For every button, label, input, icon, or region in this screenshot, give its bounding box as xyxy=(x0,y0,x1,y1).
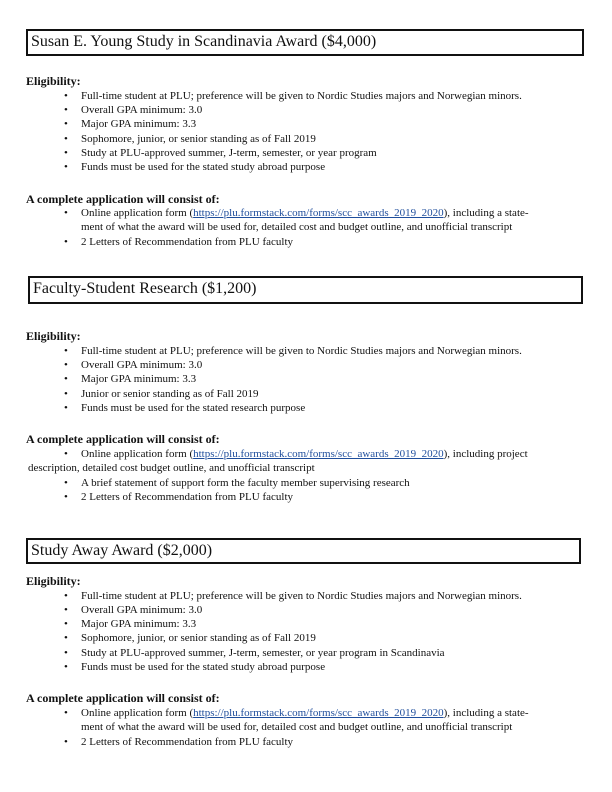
section-title: Study Away Award ($2,000) xyxy=(31,542,213,559)
application-text: Online application form ( xyxy=(81,707,194,719)
eligibility-item: Full-time student at PLU; preference will be given to Nordic Studies majors and Norwegian minors. xyxy=(81,345,522,357)
application-text: ), including a state- xyxy=(443,207,529,219)
application-text: Online application form ( xyxy=(81,207,194,219)
eligibility-item: Overall GPA minimum: 3.0 xyxy=(81,359,203,371)
section-title: Susan E. Young Study in Scandinavia Award ($4,000) xyxy=(31,33,377,50)
application-item-continued: ment of what the award will be used for, detailed cost and budget outline, and unofficial transcript xyxy=(81,221,513,233)
bullet-icon: • xyxy=(64,133,68,145)
eligibility-item: Junior or senior standing as of Fall 2019 xyxy=(81,388,259,400)
bullet-icon: • xyxy=(64,147,68,159)
application-text: ), including project xyxy=(443,448,528,460)
bullet-icon: • xyxy=(64,647,68,659)
application-text: Online application form ( xyxy=(81,448,194,460)
bullet-icon: • xyxy=(64,388,68,400)
bullet-icon: • xyxy=(64,448,68,460)
bullet-icon: • xyxy=(64,373,68,385)
application-item: 2 Letters of Recommendation from PLU faculty xyxy=(81,736,293,748)
bullet-icon: • xyxy=(64,661,68,673)
application-text: ), including a state- xyxy=(443,707,529,719)
section-title-box xyxy=(26,29,584,56)
bullet-icon: • xyxy=(64,118,68,130)
eligibility-item: Funds must be used for the stated study abroad purpose xyxy=(81,661,326,673)
bullet-icon: • xyxy=(64,632,68,644)
bullet-icon: • xyxy=(64,618,68,630)
bullet-icon: • xyxy=(64,104,68,116)
bullet-icon: • xyxy=(64,491,68,503)
bullet-icon: • xyxy=(64,707,68,719)
eligibility-item: Overall GPA minimum: 3.0 xyxy=(81,604,203,616)
eligibility-item: Full-time student at PLU; preference will be given to Nordic Studies majors and Norwegian minors. xyxy=(81,590,522,602)
application-item-continued: ment of what the award will be used for, detailed cost and budget outline, and unofficial transcript xyxy=(81,721,513,733)
application-item xyxy=(81,206,529,220)
application-item: A brief statement of support form the faculty member supervising research xyxy=(81,477,410,489)
bullet-icon: • xyxy=(64,345,68,357)
eligibility-item: Study at PLU-approved summer, J-term, semester, or year program xyxy=(81,147,377,159)
bullet-icon: • xyxy=(64,161,68,173)
eligibility-item: Major GPA minimum: 3.3 xyxy=(81,618,197,630)
application-form-link[interactable]: https://plu.formstack.com/forms/scc_awards_2019_2020 xyxy=(193,448,444,460)
application-item xyxy=(81,706,529,720)
eligibility-item: Sophomore, junior, or senior standing as of Fall 2019 xyxy=(81,632,316,644)
bullet-icon: • xyxy=(64,359,68,371)
application-item: 2 Letters of Recommendation from PLU faculty xyxy=(81,491,293,503)
eligibility-item: Major GPA minimum: 3.3 xyxy=(81,118,197,130)
application-form-link[interactable]: https://plu.formstack.com/forms/scc_awards_2019_2020 xyxy=(193,707,444,719)
eligibility-item: Funds must be used for the stated research purpose xyxy=(81,402,306,414)
bullet-icon: • xyxy=(64,590,68,602)
section-title-box xyxy=(28,276,583,304)
eligibility-item: Full-time student at PLU; preference will be given to Nordic Studies majors and Norwegian minors. xyxy=(81,90,522,102)
bullet-icon: • xyxy=(64,236,68,248)
application-heading: A complete application will consist of: xyxy=(26,432,220,446)
section-title-box xyxy=(26,538,581,564)
bullet-icon: • xyxy=(64,207,68,219)
eligibility-heading: Eligibility: xyxy=(26,74,81,88)
application-item xyxy=(81,447,528,461)
eligibility-item: Sophomore, junior, or senior standing as of Fall 2019 xyxy=(81,133,316,145)
application-heading: A complete application will consist of: xyxy=(26,691,220,705)
bullet-icon: • xyxy=(64,402,68,414)
bullet-icon: • xyxy=(64,736,68,748)
application-form-link[interactable]: https://plu.formstack.com/forms/scc_awards_2019_2020 xyxy=(193,207,444,219)
application-heading: A complete application will consist of: xyxy=(26,192,220,206)
bullet-icon: • xyxy=(64,90,68,102)
application-item: 2 Letters of Recommendation from PLU faculty xyxy=(81,236,293,248)
eligibility-item: Funds must be used for the stated study abroad purpose xyxy=(81,161,326,173)
application-item-continued: description, detailed cost budget outline, and unofficial transcript xyxy=(28,462,315,474)
eligibility-item: Study at PLU-approved summer, J-term, semester, or year program in Scandinavia xyxy=(81,647,445,659)
section-title: Faculty-Student Research ($1,200) xyxy=(33,280,257,297)
eligibility-heading: Eligibility: xyxy=(26,329,81,343)
eligibility-heading: Eligibility: xyxy=(26,574,81,588)
eligibility-item: Overall GPA minimum: 3.0 xyxy=(81,104,203,116)
bullet-icon: • xyxy=(64,604,68,616)
eligibility-item: Major GPA minimum: 3.3 xyxy=(81,373,197,385)
bullet-icon: • xyxy=(64,477,68,489)
